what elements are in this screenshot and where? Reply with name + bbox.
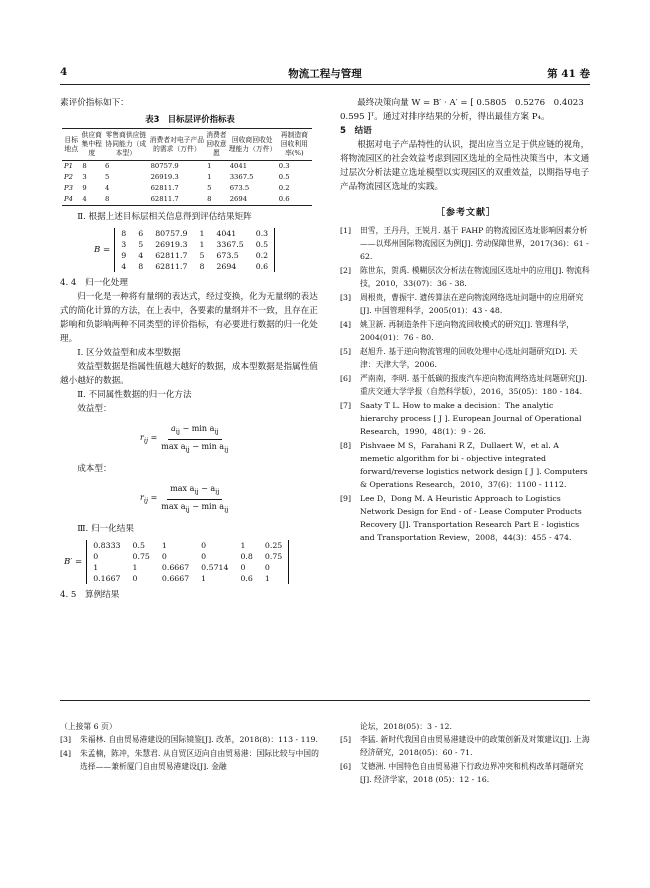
table-header-cell: 供应商集中程度	[80, 129, 103, 161]
running-header	[60, 66, 590, 82]
reference-item	[340, 372, 592, 398]
matrix-cell: 4041	[216, 229, 237, 238]
footer-rule	[60, 700, 590, 701]
matrix-cell: 4	[138, 251, 144, 260]
reference-item	[340, 399, 592, 438]
reference-text: 赵旭升. 基于逆向物流管理的回收处理中心选址问题研究[D]. 天津：天津大学，2006.	[360, 347, 578, 369]
matrix-cell: 0.8	[240, 552, 253, 562]
step-ii-text: Ⅱ. 不同属性数据的归一化方法	[77, 390, 192, 400]
reference-item	[340, 760, 592, 786]
matrix-cell: 6	[138, 229, 144, 238]
matrix-cell: 8	[138, 262, 144, 271]
step-i-text: Ⅰ. 区分效益型和成本型数据	[77, 348, 181, 358]
table-cell: 8	[205, 194, 228, 206]
matrix-cell: 0.3	[255, 229, 269, 238]
step-i-paragraph: 效益型数据是指属性值越大越好的数据，成本型数据是指属性值越小越好的数据。	[60, 362, 318, 386]
matrix-row	[87, 562, 289, 573]
header-rule	[60, 84, 590, 85]
matrix-row	[87, 551, 289, 562]
table-cell: 2694	[228, 194, 277, 206]
table-cell: 0.3	[278, 162, 290, 170]
matrix-cell: 0.8333	[93, 541, 121, 551]
reference-number: [3]	[60, 735, 72, 744]
page-number: 4	[60, 66, 68, 78]
matrix-cell: 673.5	[216, 251, 239, 260]
table-row	[62, 183, 312, 194]
table-cell: 3367.5	[229, 173, 254, 181]
benefit-label: 效益型：	[77, 404, 112, 414]
table-cell: 1	[207, 173, 212, 181]
matrix-cell: 1	[93, 563, 99, 573]
reference-text: 周根贵，曹振宇. 遗传算法在逆向物流网络选址问题中的应用研究[J]. 中国管理科学，2005(01)：43 - 48.	[360, 293, 584, 315]
table-header-cell: 消费者回收意愿	[205, 129, 228, 161]
table-cell: 62811.7	[149, 194, 205, 206]
table-cell: 5	[207, 184, 212, 192]
matrix-cell: 1	[264, 574, 270, 584]
matrix-row	[115, 261, 275, 272]
reference-number: [5]	[340, 735, 352, 744]
table-header-cell: 零售商供应链协同能力（成本型）	[103, 129, 149, 161]
references-heading: ［参考文献］	[435, 208, 496, 218]
table-cell: 3	[82, 173, 87, 181]
reference-number: [1]	[340, 226, 352, 235]
matrix-cell: 80757.9	[155, 229, 188, 238]
table-header-cell: 回收商回收处理能力（万件）	[228, 129, 277, 161]
matrix-b	[94, 228, 320, 272]
matrix-cell: 0.6	[240, 574, 253, 584]
reference-number: [3]	[340, 293, 352, 302]
matrix-cell: 1	[240, 541, 246, 551]
table-cell: P4	[62, 194, 80, 206]
matrix-row	[115, 250, 275, 261]
table-cell: 8	[103, 194, 149, 206]
table-cell: P3	[64, 184, 73, 192]
table-cell: 80757.9	[150, 162, 179, 170]
matrix-cell: 0.1667	[93, 574, 121, 584]
matrix-cell: 1	[201, 574, 207, 584]
matrix-cell: 62811.7	[155, 262, 188, 271]
reference-text: Lee D，Dong M. A Heuristic Approach to Logistics Network Design for End - of - Lease Computer Products Recovery [J]. Transportation Research Part E - logistics and Transportation Review，2008，44(3)：455 - 474.	[360, 494, 582, 542]
table-cell: 1	[207, 162, 212, 170]
table-row	[62, 194, 312, 206]
reference-text: 严南南，李明. 基于低碳的报废汽车逆向物流网络选址问题研究[J]. 重庆交通大学学报（自然科学版），2016，35(05)：180 - 184.	[360, 374, 588, 396]
journal-title: 物流工程与管理	[288, 68, 362, 80]
matrix-cell: 0.2	[255, 251, 269, 260]
matrix-row	[87, 540, 289, 551]
reference-number: [9]	[340, 494, 352, 503]
reference-number: [8]	[340, 441, 352, 450]
section-4-5-heading: 4. 5 算例结果	[60, 590, 120, 601]
matrix-cell: 0.5714	[201, 563, 229, 573]
table-cell: P1	[64, 162, 73, 170]
matrix-cell: 62811.7	[155, 251, 188, 260]
matrix-cell: 0.6667	[161, 574, 190, 584]
table-cell: 0.6	[277, 194, 312, 206]
matrix-cell: 26919.3	[155, 240, 188, 249]
table-cell: 8	[82, 162, 87, 170]
table-cell: 4	[80, 194, 103, 206]
reference-item	[60, 733, 320, 746]
table-cell: 4041	[229, 162, 248, 170]
reference-text: Saaty T L. How to make a decision：The analytic hierarchy process [ J ]. European Journal of Operational Research，1990，48(1)：9 - 26.	[360, 401, 582, 436]
matrix-cell: 9	[121, 251, 127, 260]
matrix-cell: 0.75	[132, 552, 150, 562]
reference-number: [6]	[340, 374, 352, 383]
matrix-cell: 0	[201, 541, 207, 551]
step-2-text: Ⅱ. 根据上述目标层相关信息得到评估结果矩阵	[77, 212, 252, 222]
continued-reference-tail: 论坛，2018(05)：3 - 12.	[360, 722, 452, 731]
matrix-cell: 3	[121, 240, 127, 249]
table-cell: 5	[105, 173, 110, 181]
table-header-cell: 消费者对电子产品的需求（万件）	[149, 129, 205, 161]
matrix-cell: 0.75	[264, 552, 283, 562]
table-cell: 4	[105, 184, 110, 192]
matrix-cell: 0.5	[255, 240, 269, 249]
table-header-cell: 再制造商回收利用率(%)	[277, 129, 312, 161]
reference-text: 姚卫新. 再制造条件下逆向物流回收模式的研究[J]. 管理科学，2004(01)：76 - 80.	[360, 320, 575, 342]
table-row	[62, 172, 312, 183]
table-cell: 9	[82, 184, 87, 192]
reference-item	[340, 439, 592, 491]
reference-text: 朱福林. 自由贸易港建设的国际镜鉴[J]. 改革，2018(8)：113 - 119.	[80, 735, 318, 744]
reference-text: 朱孟楠，陈冲，朱慧君. 从自贸区迈向自由贸易港：国际比较与中国的选择——兼析厦门自由贸易港建设[J]. 金融	[80, 749, 319, 771]
right-column	[340, 96, 592, 545]
matrix-cell: 1	[199, 240, 205, 249]
matrix-cell: 4	[121, 262, 127, 271]
table-cell: 673.5	[229, 184, 250, 192]
matrix-row	[87, 573, 289, 584]
reference-number: [2]	[340, 266, 352, 275]
matrix-cell: 0	[240, 563, 246, 573]
matrix-row	[115, 239, 275, 250]
reference-number: [4]	[340, 320, 352, 329]
reference-item	[340, 345, 592, 371]
table-cell: 26919.3	[150, 173, 179, 181]
normalization-paragraph: 归一化是一种将有量纲的表达式，经过变换，化为无量纲的表达式的简化计算的方法，在上表中，各要素的量纲并不一致，且存在正影响和负影响两种不同类型的评价指标，有必要进行数据的归一化处理。	[60, 292, 318, 344]
reference-item	[340, 318, 592, 344]
matrix-cell: 0	[132, 574, 138, 584]
reference-number: [4]	[60, 749, 72, 758]
table-caption: 表3 目标层评价指标表	[145, 114, 235, 124]
matrix-b-prime	[64, 540, 320, 584]
volume-label: 第 41 卷	[547, 68, 590, 80]
decision-vector-paragraph: 最终决策向量 W = B′ · A′ = [ 0.5805 0.5276 0.4023 0.595 ]ᵀ。通过对排序结果的分析，得出最佳方案 P₄。	[340, 98, 593, 122]
matrix-row	[115, 228, 275, 239]
matrix-cell: 0	[161, 552, 167, 562]
matrix-cell: 1	[132, 563, 138, 573]
reference-item	[340, 291, 592, 317]
matrix-cell: 0.5	[132, 541, 145, 551]
continued-note: （上接第 6 页）	[60, 722, 117, 731]
matrix-cell: 3367.5	[216, 240, 244, 249]
matrix-cell: 0.25	[264, 541, 283, 551]
table-row	[62, 161, 312, 173]
reference-text: 陈世东，贺禹. 模糊层次分析法在物流园区选址中的应用[J]. 物流科技，2010，33(07)：36 - 38.	[360, 266, 590, 288]
section-5-heading: 5 结语	[340, 126, 372, 136]
table-header-cell: 目标地点	[62, 129, 80, 161]
reference-item	[340, 224, 592, 263]
step-iii-text: Ⅲ. 归一化结果	[77, 524, 134, 535]
reference-number: [7]	[340, 401, 352, 410]
matrix-cell: 8	[121, 229, 127, 238]
reference-text: 李猛. 新时代我国自由贸易港建设中的政策创新及对策建议[J]. 上海经济研究，2018(05)：60 - 71.	[360, 735, 590, 757]
left-column	[60, 96, 320, 602]
reference-item	[340, 733, 592, 759]
matrix-cell: 2694	[216, 262, 237, 271]
matrix-b-prime-label: B′ =	[64, 557, 83, 568]
cost-formula: $r_{ij}$ = $\frac{\max a_{ij} - a_{ij}}{\max a_{ij} - \min a_{ij}}$	[140, 484, 229, 514]
matrix-cell: 5	[138, 240, 144, 249]
table-cell: 6	[105, 162, 110, 170]
reference-number: [6]	[340, 762, 352, 771]
matrix-cell: 0	[264, 563, 270, 573]
matrix-cell: 5	[199, 251, 205, 260]
reference-item	[60, 747, 320, 773]
cost-label: 成本型：	[77, 464, 112, 475]
matrix-cell: 0.6	[255, 262, 269, 271]
reference-item	[340, 492, 592, 544]
section-4-4-heading: 4. 4 归一化处理	[60, 278, 128, 288]
intro-text: 素评价指标如下：	[60, 98, 129, 108]
table-cell: 0.2	[278, 184, 290, 192]
reference-item	[340, 264, 592, 290]
matrix-cell: 0	[201, 552, 207, 562]
matrix-cell: 8	[199, 262, 205, 271]
matrix-cell: 1	[161, 541, 167, 551]
conclusion-paragraph: 根据对电子产品特性的认识，提出应当立足于供应链的视角，将物流园区的社会效益考虑到园区选址的全局性决策当中，本文通过层次分析法建立选址模型以实现园区的双重效益，以期指导电子产品物流园区选址的实践。	[340, 140, 590, 192]
matrix-b-label: B =	[94, 245, 111, 255]
table-cell: 62811.7	[150, 184, 179, 192]
matrix-cell: 0	[93, 552, 99, 562]
reference-number: [5]	[340, 347, 352, 356]
reference-text: 艾德洲. 中国特色自由贸易港下行政边界冲突和机构改革问题研究[J]. 经济学家，2018 (05)：12 - 16.	[360, 762, 584, 784]
table-cell: 0.5	[278, 173, 290, 181]
benefit-formula: $r_{ij}$ = $\frac{a_{ij} - \min a_{ij}}{\max a_{ij} - \min a_{ij}}$	[140, 424, 229, 454]
reference-text: Pishvaee M S，Farahani R Z，Dullaert W，et al. A memetic algorithm for bi - objective integrated forward/reverse logistics network design [ J ]. Computers & Operations Research，2010，37(6)：1100 - 1112.	[360, 441, 588, 489]
matrix-cell: 0.6667	[161, 563, 190, 573]
reference-text: 田雪，王丹丹，王锐月. 基于 FAHP 的物流园区选址影响因素分析——以郑州国际物流园区为例[J]. 劳动保障世界，2017(36)：61 - 62.	[360, 226, 589, 261]
reference-list	[340, 224, 592, 544]
table-cell: P2	[64, 173, 73, 181]
matrix-cell: 1	[199, 229, 205, 238]
indicator-table	[62, 128, 312, 206]
